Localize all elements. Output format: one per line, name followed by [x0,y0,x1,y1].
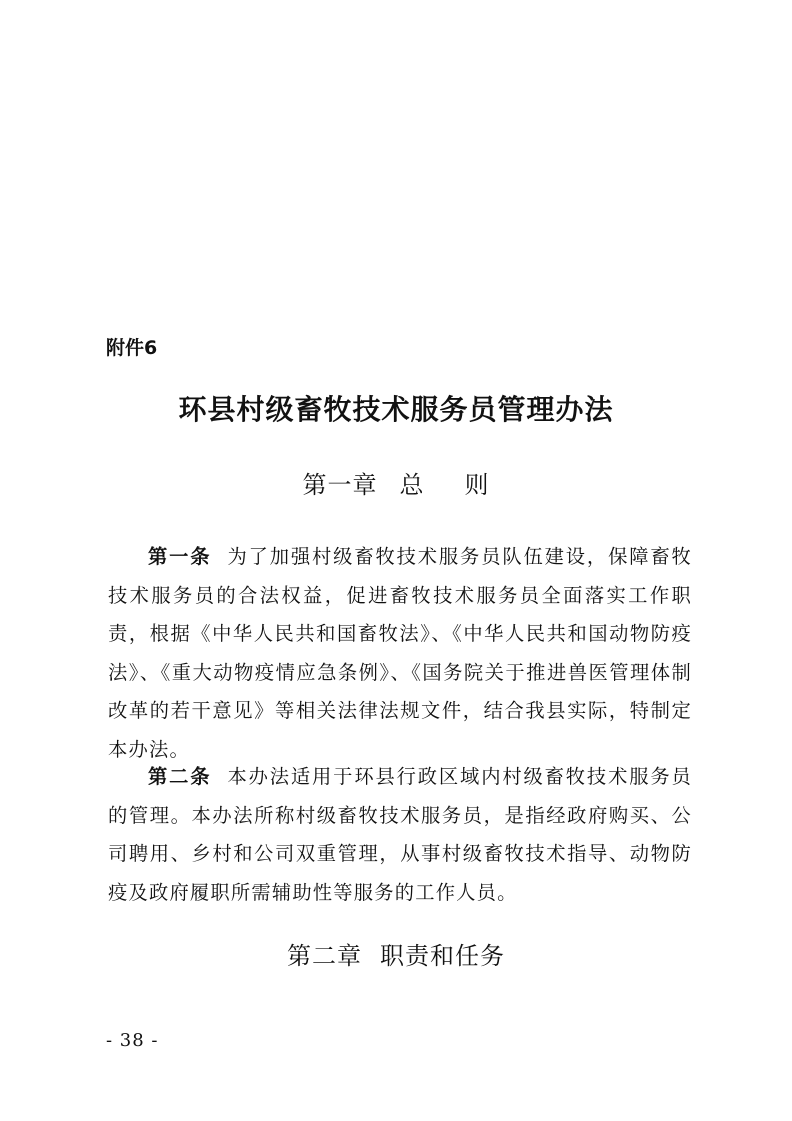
chapter-one-label: 第一章 [302,471,378,499]
article-two-number: 第二条 [148,765,212,788]
chapter-one-heading [0,465,792,500]
document-title: 环县村级畜牧技术服务员管理办法 [178,393,614,426]
page-number: - 38 - [106,1030,159,1051]
article-two-text: 本办法适用于环县行政区域内村级畜牧技术服务员的管理。本办法所称村级畜牧技术服务员，是指经政府购买、公司聘用、乡村和公司双重管理，从事村级畜牧技术指导、动物防疫及政府履职所需辅助性等服务的工作人员。 [108,765,692,904]
article-one-text: 为了加强村级畜牧技术服务员队伍建设，保障畜牧技术服务员的合法权益，促进畜牧技术服务员全面落实工作职责，根据《中华人民共和国畜牧法》、《中华人民共和国动物防疫法》、《重大动物疫情应急条例》、《国务院关于推进兽医管理体制改革的若干意见》等相关法律法规文件，结合我县实际，特制定本办法。 [108,545,692,761]
article-one-number: 第一条 [148,545,212,568]
attachment-label: 附件6 [106,337,158,359]
chapter-one-word-1: 总 [399,471,425,499]
chapter-two-heading [0,936,792,971]
chapter-one-word-2: 则 [464,471,490,499]
chapter-two-title: 职责和任务 [380,942,505,970]
chapter-two-label: 第二章 [287,942,362,970]
article-one [108,538,692,770]
article-two [108,758,692,912]
